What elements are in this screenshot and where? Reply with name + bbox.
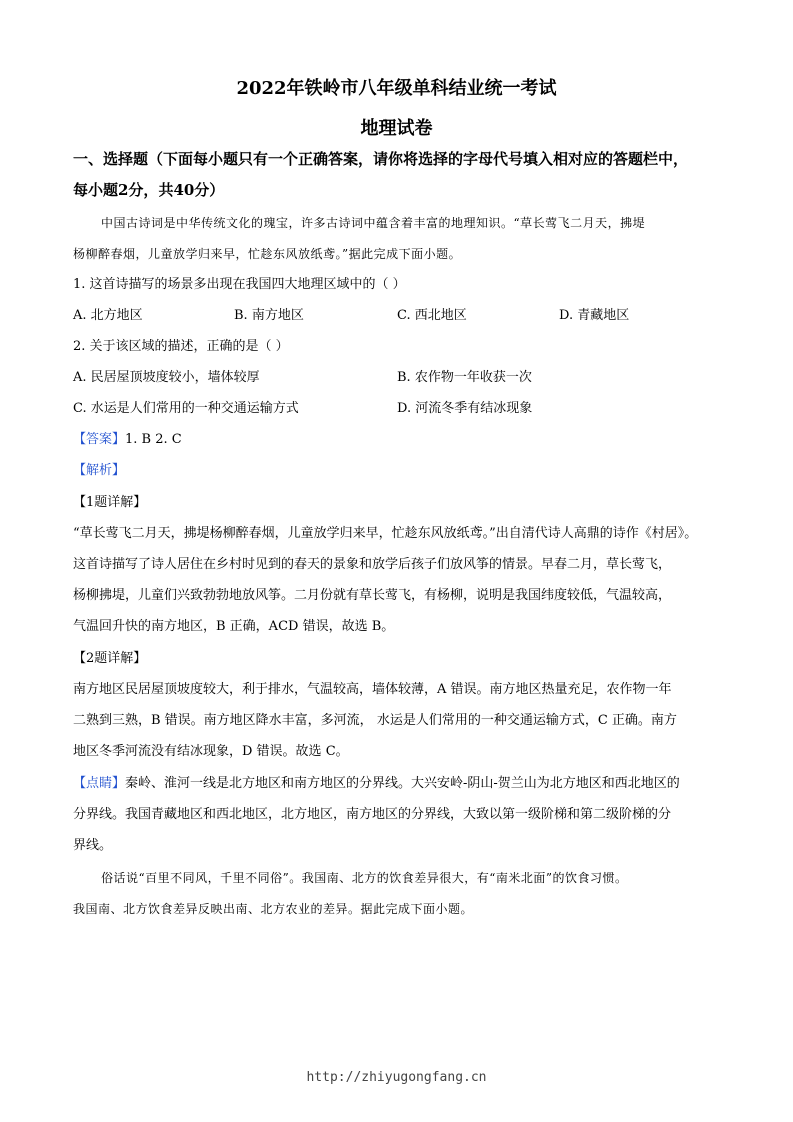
intro1-line2: 杨柳醉春烟，儿童放学归来早，忙趁东风放纸鸢。”据此完成下面小题。 <box>73 247 462 261</box>
detail-1-line-4: 气温回升快的南方地区，B 正确，ACD 错误，故选 B。 <box>73 619 395 634</box>
detail-2-line-1: 南方地区民居屋顶坡度较大，利于排水，气温较高，墙体较薄，A 错误。南方地区热量充足，农作物一年 <box>73 682 672 697</box>
tip-line-2: 分界线。我国青藏地区和西北地区，北方地区，南方地区的分界线，大致以第一级阶梯和第二级阶梯的分 <box>73 807 672 822</box>
tip-text-1: 秦岭、淮河一线是北方地区和南方地区的分界线。大兴安岭-阴山-贺兰山为北方地区和西北地区的 <box>125 776 680 791</box>
question-2-option-b: B. 农作物一年收获一次 <box>397 370 532 385</box>
question-2-option-c: C. 水运是人们常用的一种交通运输方式 <box>73 401 299 416</box>
intro2-line2: 我国南、北方饮食差异反映出南、北方农业的差异。据此完成下面小题。 <box>73 902 474 916</box>
tip-line-1 <box>73 775 680 793</box>
question-1-option-b: B. 南方地区 <box>234 308 304 323</box>
question-2-option-a: A. 民居屋顶坡度较小，墙体较厚 <box>73 370 260 385</box>
intro1-line1: 中国古诗词是中华传统文化的瑰宝，许多古诗词中蕴含着丰富的地理知识。“草长莺飞二月天，拂堤 <box>101 216 646 230</box>
question-2-stem: 2. 关于该区域的描述，正确的是（ ） <box>73 339 289 354</box>
question-1-option-a: A. 北方地区 <box>73 308 143 323</box>
exam-subtitle: 地理试卷 <box>360 118 433 139</box>
tip-line-3: 界线。 <box>73 838 113 853</box>
detail-1-line-1: “草长莺飞二月天，拂堤杨柳醉春烟，儿童放学归来早，忙趁东风放纸鸢。”出自清代诗人高鼎的诗作《村居》。 <box>73 526 698 541</box>
detail-1-line-3: 杨柳拂堤，儿童们兴致勃勃地放风筝。二月份就有草长莺飞，有杨柳，说明是我国纬度较低，气温较高， <box>73 588 672 603</box>
question-2-option-d: D. 河流冬季有结冰现象 <box>397 401 533 416</box>
section-heading-line1: 一、选择题（下面每小题只有一个正确答案，请你将选择的字母代号填入相对应的答题栏中， <box>73 150 689 168</box>
section-heading-line2: 每小题2分，共40分） <box>73 181 225 199</box>
question-1-option-c: C. 西北地区 <box>397 308 467 323</box>
detail-1-heading: 【1题详解】 <box>73 495 147 510</box>
intro2-line1: 俗话说“百里不同风，千里不同俗”。我国南、北方的饮食差异很大，有“南米北面”的饮食习惯。 <box>101 871 628 885</box>
footer-url: http://zhiyugongfang.cn <box>306 1070 487 1085</box>
detail-2-line-2: 二熟到三熟，B 错误。南方地区降水丰富，多河流， 水运是人们常用的一种交通运输方式，C 正确。南方 <box>73 713 677 728</box>
answer-text: 1. B 2. C <box>125 432 182 447</box>
tip-tag: 【点睛】 <box>73 776 126 791</box>
answer-tag: 【答案】 <box>73 432 126 447</box>
question-1-option-d: D. 青藏地区 <box>559 308 630 323</box>
answer-line <box>73 431 182 449</box>
detail-2-line-3: 地区冬季河流没有结冰现象，D 错误。故选 C。 <box>73 744 349 759</box>
analysis-tag: 【解析】 <box>73 463 126 478</box>
exam-title: 2022年铁岭市八年级单科结业统一考试 <box>236 78 557 99</box>
detail-1-line-2: 这首诗描写了诗人居住在乡村时见到的春天的景象和放学后孩子们放风筝的情景。早春二月，草长莺飞， <box>73 557 672 572</box>
question-1-stem: 1. 这首诗描写的场景多出现在我国四大地理区域中的（ ） <box>73 277 406 292</box>
detail-2-heading: 【2题详解】 <box>73 651 147 666</box>
